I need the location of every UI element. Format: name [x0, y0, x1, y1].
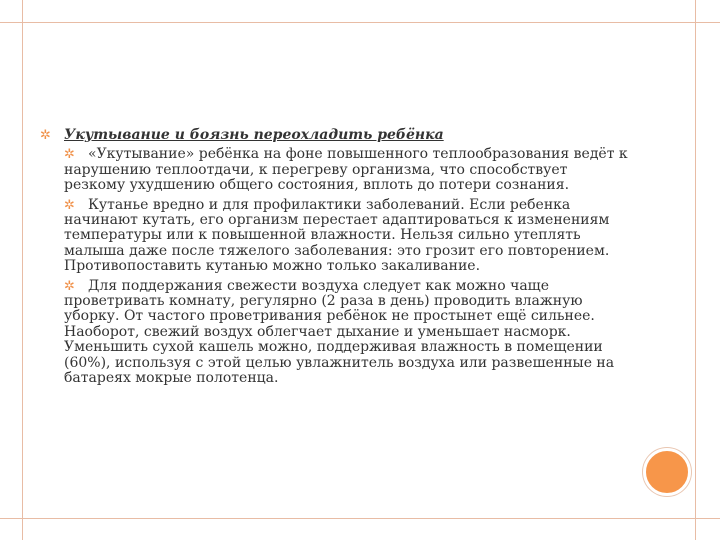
sun-bullet-icon: ✲	[64, 147, 75, 163]
list-item-heading	[40, 128, 630, 143]
sun-bullet-icon: ✲	[40, 128, 51, 143]
sun-bullet-icon: ✲	[64, 278, 75, 294]
paragraph-text: Кутанье вредно и для профилактики заболеваний. Если ребенка начинают кутать, его организм перестает адаптироваться к изменениям температуры или к повышенной влажности. Нельзя сильно утеплять малыша даже после тяжелого заболевания: это грозит его повторением. Противопоставить кутанью можно только закаливание.	[64, 196, 610, 275]
sun-bullet-icon: ✲	[64, 197, 75, 213]
heading-text: Укутывание и боязнь переохладить ребёнка	[64, 127, 444, 143]
frame-left-line	[22, 0, 23, 540]
orange-circle-decoration	[643, 448, 691, 496]
list-item-fresh-air	[40, 279, 630, 387]
frame-top-line	[0, 22, 720, 23]
frame-bottom-line	[0, 518, 720, 519]
paragraph-text: «Укутывание» ребёнка на фоне повышенного теплообразования ведёт к нарушению теплоотдачи, к перегреву организма, что способствует резкому ухудшению общего состояния, вплоть до потери сознания.	[64, 146, 628, 194]
list-item-overwrapping	[40, 147, 630, 193]
list-item-prevention	[40, 198, 630, 275]
frame-right-line	[695, 0, 696, 540]
bullet-list	[40, 128, 630, 387]
paragraph-text: Для поддержания свежести воздуха следует как можно чаще проветривать комнату, регулярно (2 раза в день) проводить влажную уборку. От частого проветривания ребёнок не простынет ещё сильнее. Наоборот, свежий воздух облегчает дыхание и уменьшает насморк. Уменьшить сухой кашель можно, поддерживая влажность в помещении (60%), используя с этой целью увлажнитель воздуха или развешенные на батареях мокрые полотенца.	[64, 277, 615, 387]
